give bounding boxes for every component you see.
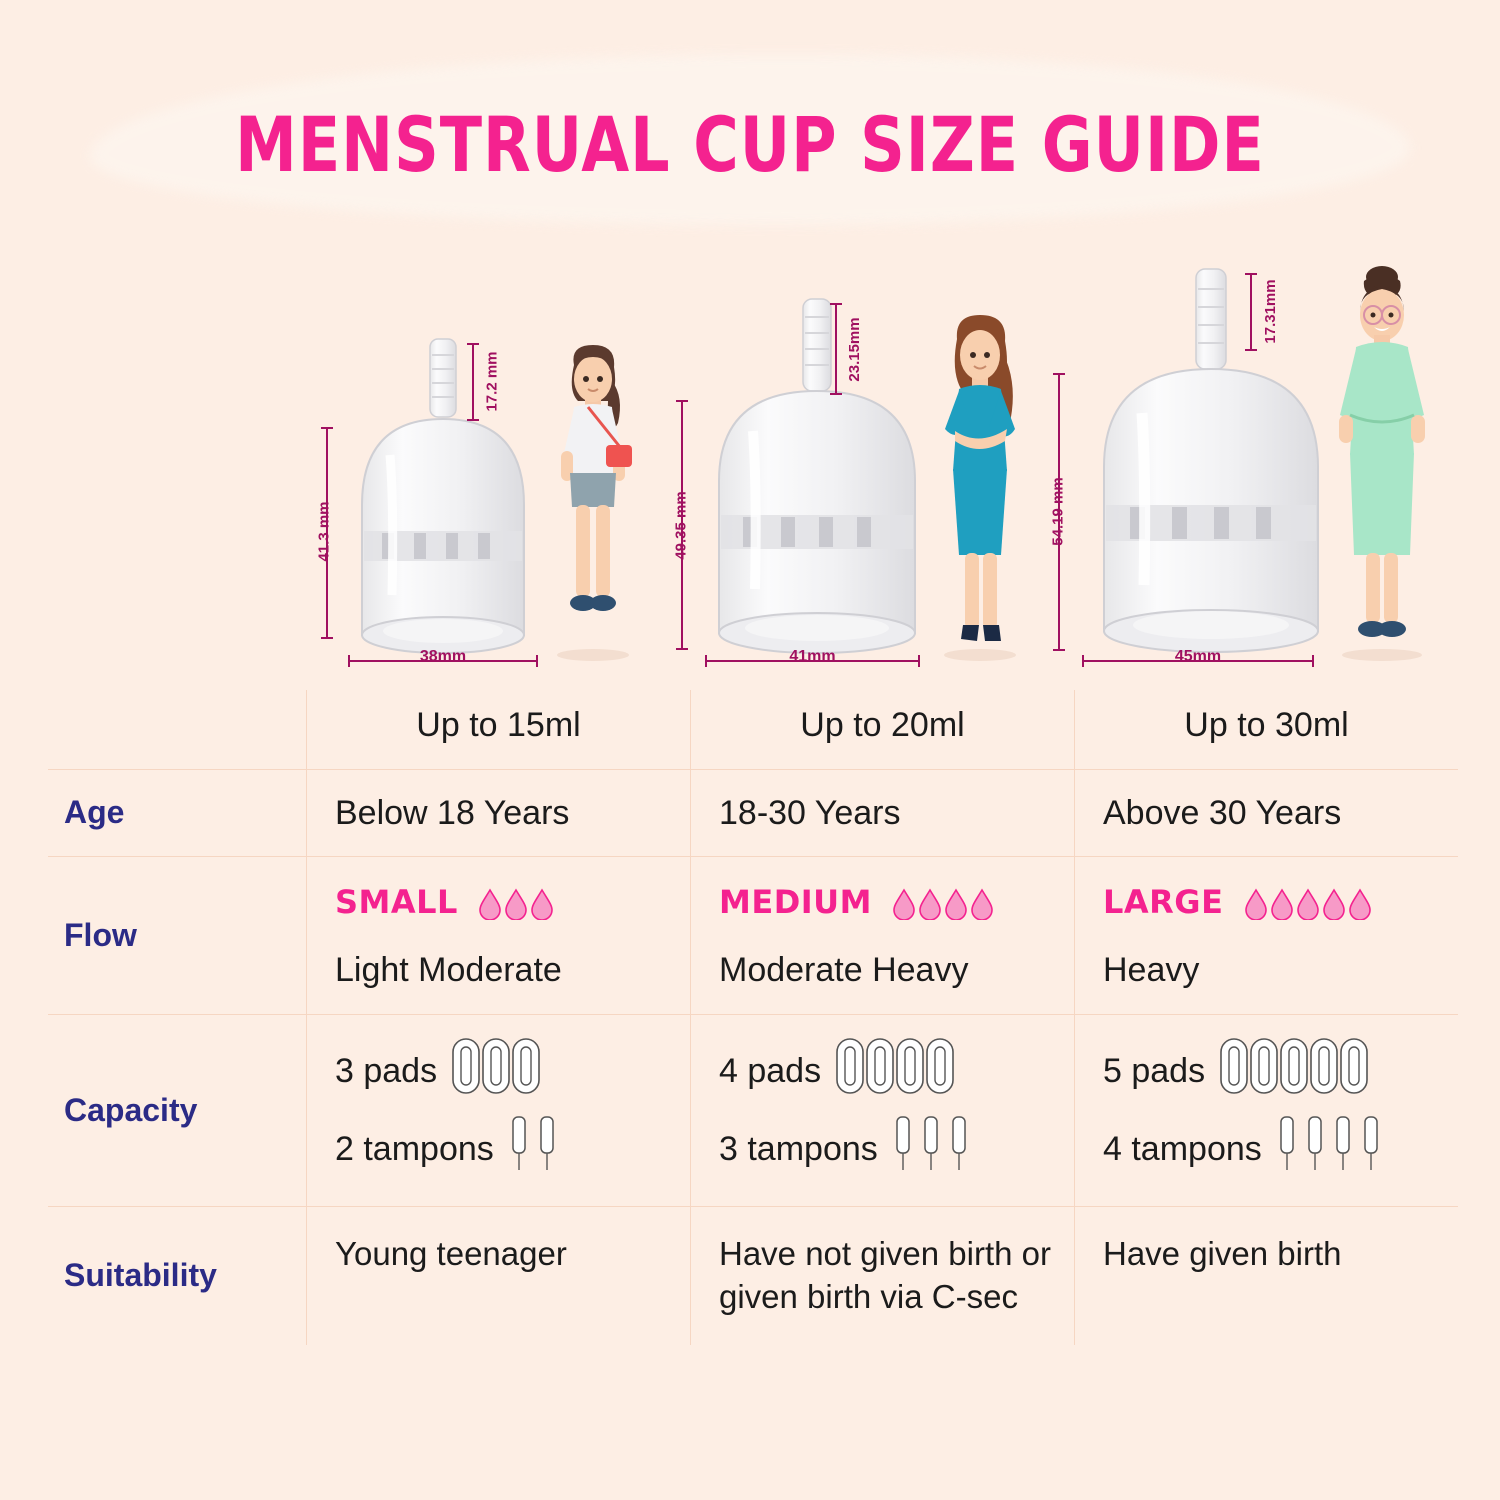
flow-desc-medium: Moderate Heavy (719, 951, 969, 990)
table-row-age (48, 770, 1458, 858)
flow-desc-large: Heavy (1103, 951, 1200, 990)
volume-large: Up to 30ml (1074, 690, 1458, 769)
age-large: Above 30 Years (1074, 770, 1458, 857)
cup-illustrations (0, 255, 1500, 685)
capacity-pads-label-medium: 4 pads (719, 1051, 822, 1090)
flow-drops-large (1243, 881, 1373, 924)
tampon-icons-large (1276, 1115, 1382, 1184)
age-medium: 18-30 Years (690, 770, 1074, 857)
capacity-tampons-small (335, 1115, 682, 1184)
capacity-medium (690, 1015, 1074, 1206)
table-row-capacity (48, 1015, 1458, 1207)
suitability-large: Have given birth (1074, 1207, 1458, 1345)
stem-measure-line-large (1250, 273, 1252, 351)
height-measure-label-small: 41.3 mm (315, 501, 333, 562)
flow-medium (690, 857, 1074, 1014)
width-measure-label-large: 45mm (1174, 648, 1222, 665)
tampon-icons-medium (892, 1115, 970, 1184)
capacity-tampons-large (1103, 1115, 1450, 1184)
size-guide-table (48, 690, 1458, 1345)
capacity-pads-label-large: 5 pads (1103, 1051, 1206, 1090)
pad-icons-large (1219, 1037, 1369, 1106)
stem-measure-line-small (472, 343, 474, 421)
pad-icons-small (451, 1037, 541, 1106)
flow-large (1074, 857, 1458, 1014)
capacity-pads-medium (719, 1037, 1066, 1106)
capacity-tampons-label-medium: 3 tampons (719, 1130, 878, 1169)
capacity-tampons-label-large: 4 tampons (1103, 1130, 1262, 1169)
flow-name-large: LARGE (1103, 883, 1224, 922)
stem-measure-label-medium: 23.15mm (846, 317, 863, 382)
capacity-small (306, 1015, 690, 1206)
stem-measure-line-medium (835, 303, 837, 395)
flow-desc-small: Light Moderate (335, 951, 562, 990)
cup-panel-large (1040, 255, 1440, 685)
table-row-volume (48, 690, 1458, 770)
capacity-tampons-label-small: 2 tampons (335, 1130, 494, 1169)
table-row-suitability (48, 1207, 1458, 1345)
flow-small (306, 857, 690, 1014)
capacity-pads-small (335, 1037, 682, 1106)
flow-name-medium: MEDIUM (719, 883, 872, 922)
capacity-large (1074, 1015, 1458, 1206)
female-figure-mature (1312, 265, 1452, 665)
stem-measure-label-small: 17.2 mm (483, 351, 501, 412)
age-small: Below 18 Years (306, 770, 690, 857)
width-measure-label-small: 38mm (419, 648, 467, 665)
row-label-capacity: Capacity (64, 1091, 198, 1128)
flow-drops-small (477, 881, 555, 924)
row-label-flow: Flow (64, 916, 137, 953)
female-figure-teen (528, 335, 658, 665)
cup-panel-small (300, 255, 660, 685)
row-label-age: Age (64, 794, 125, 831)
row-label-suitability: Suitability (64, 1257, 217, 1294)
height-measure-label-large: 54.19 mm (1049, 477, 1067, 546)
suitability-medium: Have not given birth or given birth via C-sec (690, 1207, 1074, 1345)
cup-panel-medium (665, 255, 1035, 685)
female-figure-adult (915, 305, 1045, 665)
suitability-small: Young teenager (306, 1207, 690, 1345)
tampon-icons-small (508, 1115, 558, 1184)
menstrual-cup-small-icon (330, 335, 560, 665)
table-row-flow (48, 857, 1458, 1015)
capacity-tampons-medium (719, 1115, 1066, 1184)
flow-drops-medium (891, 881, 995, 924)
pad-icons-medium (835, 1037, 955, 1106)
volume-medium: Up to 20ml (690, 690, 1074, 769)
volume-small: Up to 15ml (306, 690, 690, 769)
stem-measure-label-large: 17.31mm (1262, 279, 1279, 344)
height-measure-label-medium: 49.35 mm (672, 491, 690, 560)
row-label-volume (48, 690, 306, 769)
capacity-pads-label-small: 3 pads (335, 1051, 438, 1090)
width-measure-label-medium: 41mm (789, 648, 836, 665)
page-title: MENSTRUAL CUP SIZE GUIDE (235, 100, 1265, 190)
flow-name-small: SMALL (335, 883, 458, 922)
capacity-pads-large (1103, 1037, 1450, 1106)
